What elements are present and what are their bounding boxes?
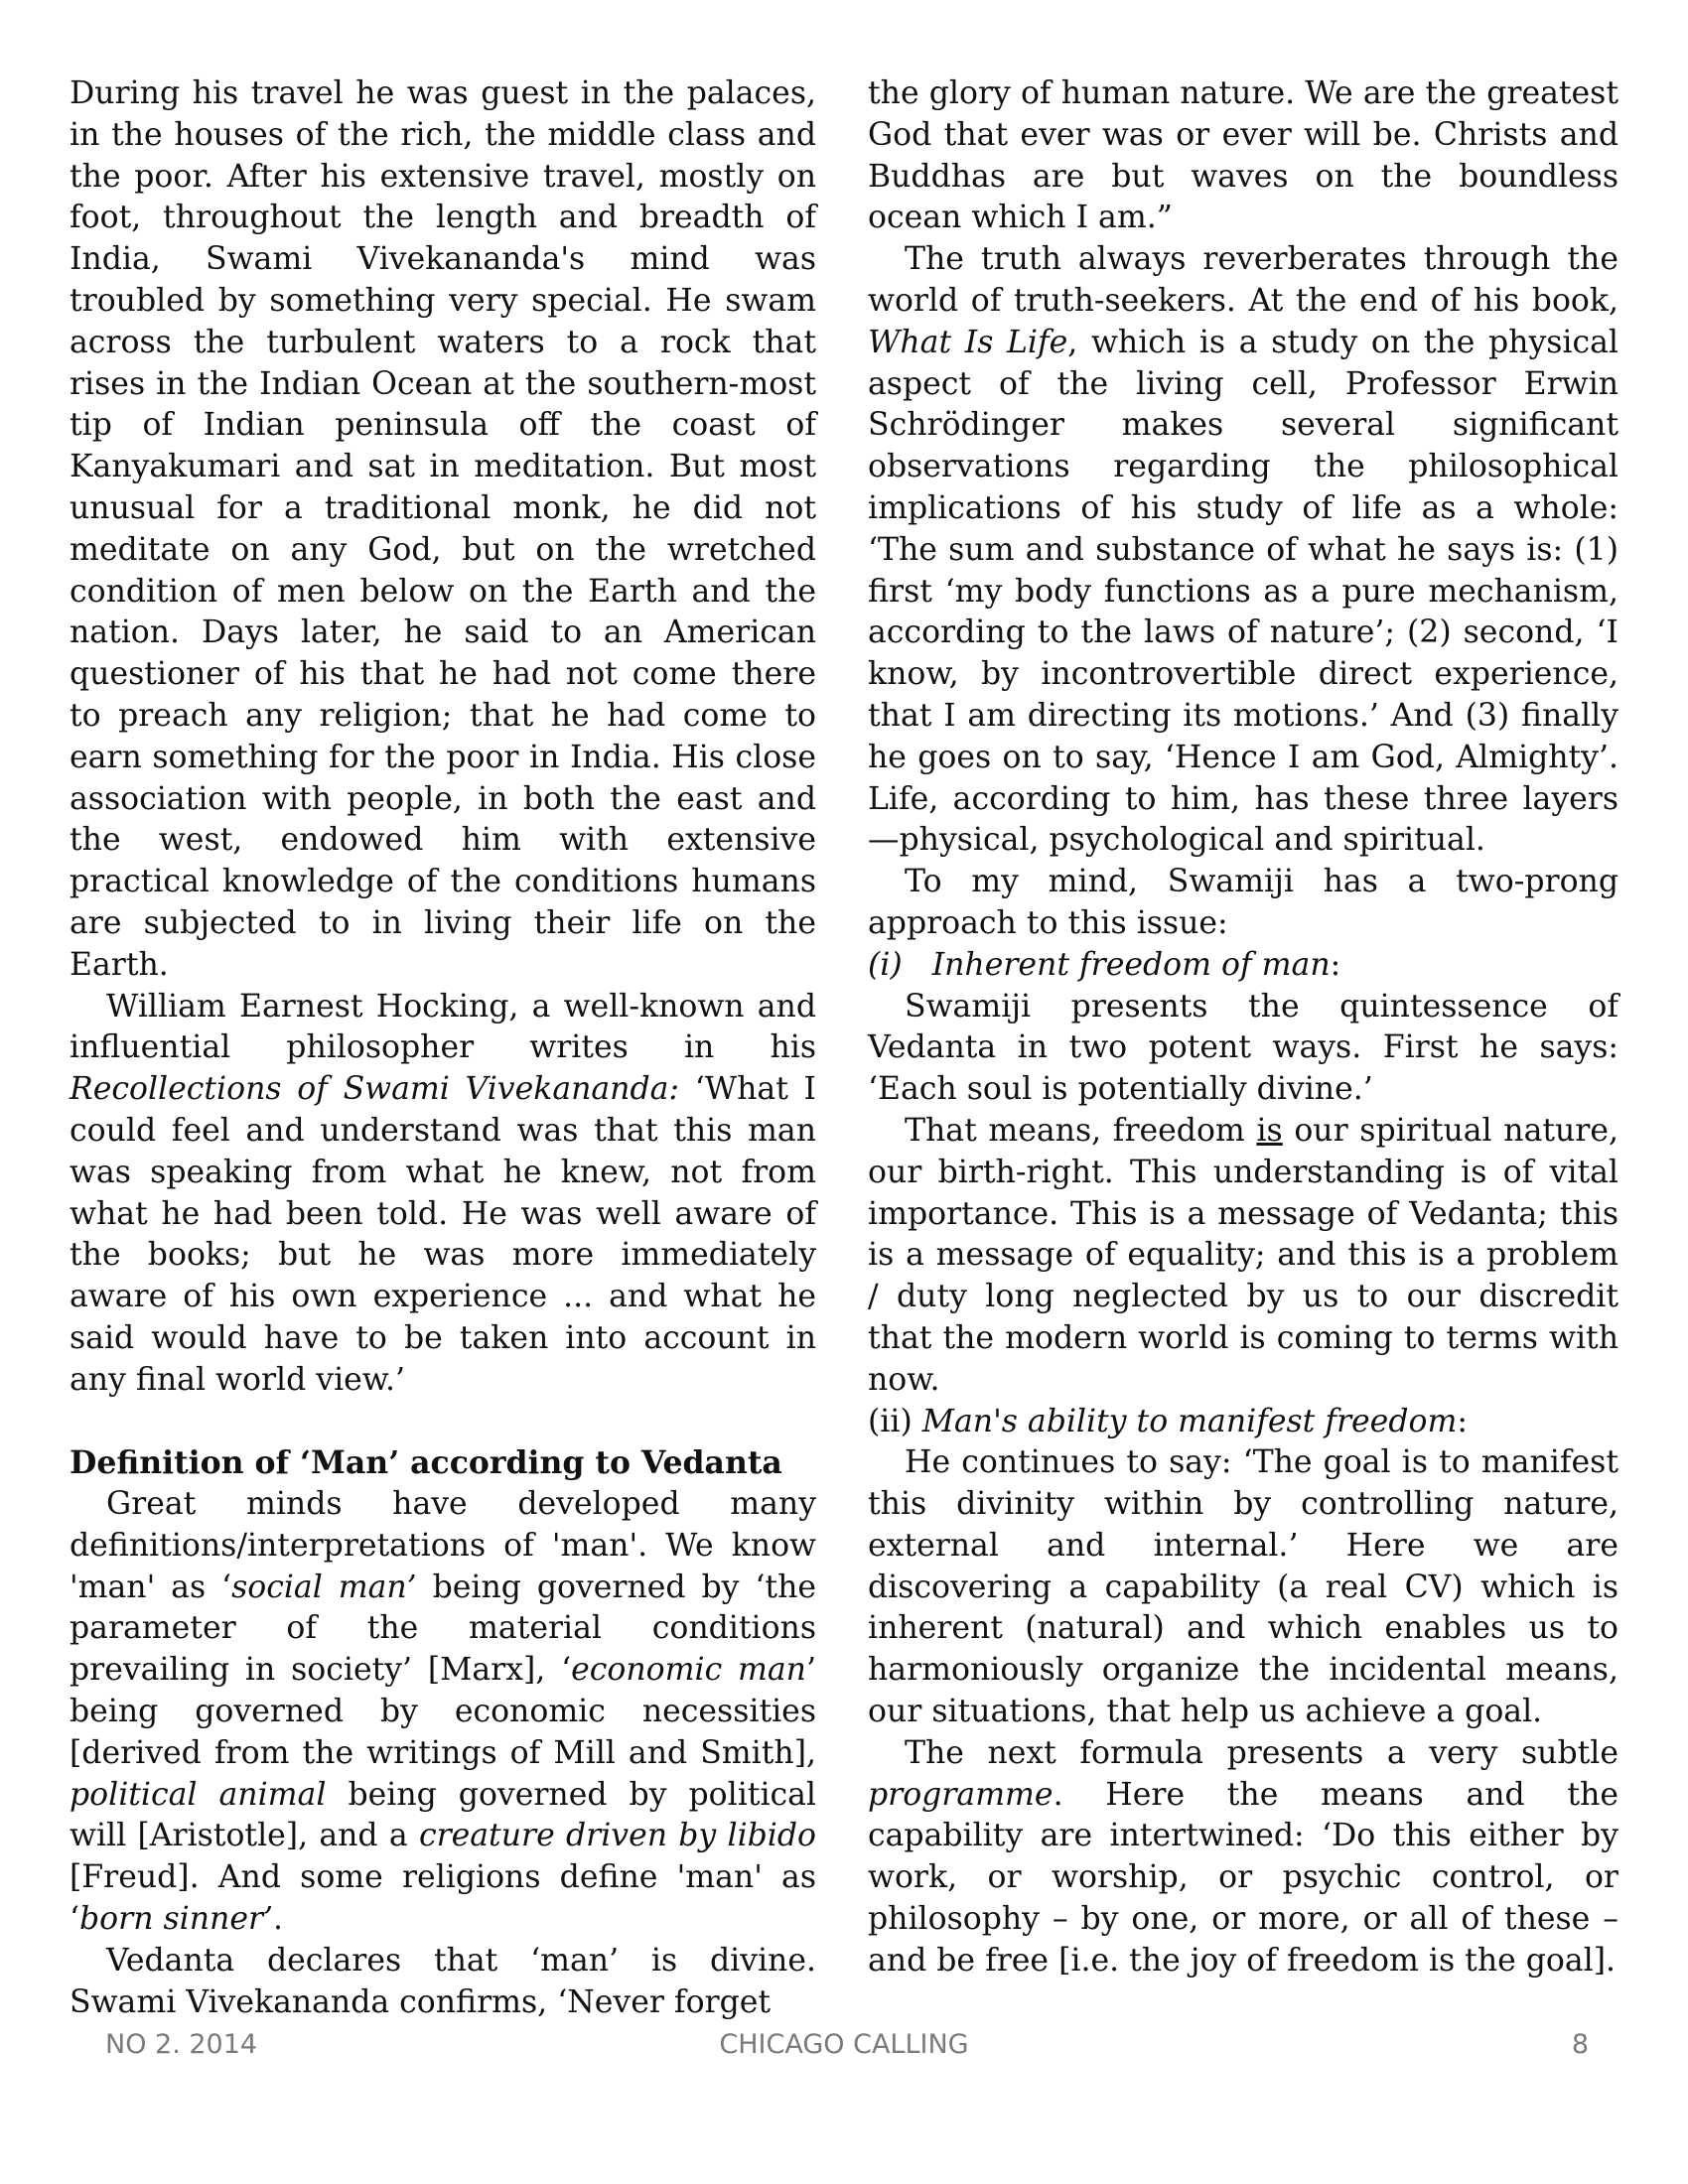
paragraph-hocking: [70, 987, 816, 1402]
list-label-inherent-freedom: Inherent freedom of man: [931, 946, 1331, 983]
paragraph-two-prong: To my mind, Swamiji has a two-prong approach to this issue:: [868, 864, 1618, 941]
freedom-text-b: our spiritual nature, our birth-right. This understanding is of vital importance. This is a message of Vedanta; this is a message of equality; and this is a problem / duty long neglected by us to our discredit that the modern world is coming to terms with now.: [868, 1112, 1619, 1398]
underlined-is: is: [1256, 1112, 1283, 1149]
right-column: [868, 73, 1618, 1982]
page-footer: [0, 2029, 1688, 2065]
list-marker-i: (i): [868, 946, 903, 983]
paragraph-quintessence: Swamiji presents the quintessence of Vedanta in two potent ways. First he says: ‘Each soul is potentially divine.’: [868, 988, 1618, 1108]
term-creature-driven-by-libido: creature driven by libido: [418, 1818, 817, 1854]
term-born-sinner: born sinner’: [79, 1901, 274, 1938]
term-political-animal: political animal: [70, 1776, 327, 1813]
term-programme: programme: [868, 1776, 1054, 1813]
section-spacer: [70, 1402, 816, 1443]
definitions-text-d: being governed by political will [Aristotle], and a: [70, 1776, 817, 1854]
list-colon: :: [1330, 946, 1341, 983]
paragraph-freedom-is: [868, 1111, 1618, 1402]
freedom-text-a: That means, freedom: [905, 1112, 1245, 1149]
paragraph-glory-of-human-nature: the glory of human nature. We are the greatest God that ever was or ever will be. Christs and Buddhas are but waves on the boundless ocean which I am.”: [868, 75, 1618, 236]
list-marker-ii: (ii): [868, 1403, 913, 1439]
hocking-intro: William Earnest Hocking, a well-known and influential philosopher writes in his: [70, 988, 816, 1066]
definitions-text-c: ’ being governed by economic necessities [derived from the writings of Mill and Smith],: [70, 1652, 816, 1771]
definitions-text-e: [Freud]. And some religions define 'man' as ‘: [70, 1859, 816, 1938]
book-title-recollections: Recollections of Swami Vivekananda:: [70, 1071, 680, 1108]
footer-publication-title: CHICAGO CALLING: [719, 2029, 969, 2060]
definitions-text-f: .: [273, 1901, 284, 1938]
list-item-inherent-freedom: [868, 945, 1618, 987]
programme-text-a: The next formula presents a very subtle: [905, 1734, 1618, 1771]
paragraph-vedanta-declares: Vedanta declares that ‘man’ is divine. Swami Vivekananda confirms, ‘Never forget: [70, 1942, 816, 2020]
schrodinger-intro: The truth always reverberates through the world of truth-seekers. At the end of his book,: [868, 241, 1618, 319]
definitions-text-b: being governed by ‘the parameter of the material conditions prevailing in society’ [Marx], ‘: [70, 1569, 817, 1689]
footer-page-number: 8: [1571, 2029, 1589, 2060]
programme-text-b: . Here the means and the capability are intertwined: ‘Do this either by work, or worship, or psychic control, or philosophy – by one, or more, or all of these – and be free [i.e. the joy of freedom is the goal].: [868, 1776, 1618, 1979]
paragraph-subtle-programme: [868, 1733, 1618, 1982]
list-colon: :: [1457, 1403, 1468, 1439]
schrodinger-text: , which is a study on the physical aspect of the living cell, Professor Erwin Schrödinger makes several significant observations regarding the philosophical implications of his study of life as a whole: ‘The sum and substance of what he says is: (1) first ‘my body functions as a pure mechanism, according to the laws of nature’; (2) second, ‘I know, by incontrovertible direct experience, that I am directing its motions.’ And (3) finally he goes on to say, ‘Hence I am God, Almighty’. Life, according to him, has these three layers—physical, psychological and spiritual.: [868, 324, 1618, 859]
definitions-text-a: Great minds have developed many definitions/interpretations of 'man'. We know 'man' as ‘: [70, 1486, 816, 1605]
term-social-man: social man’: [231, 1569, 417, 1605]
section-heading-definition-of-man: Definition of ‘Man’ according to Vedanta: [70, 1444, 782, 1482]
list-label-manifest-freedom: Man's ability to manifest freedom: [921, 1403, 1458, 1439]
paragraph-goal-divinity: He continues to say: ‘The goal is to manifest this divinity within by controlling nature, external and internal.’ Here we are discovering a capability (a real CV) which is inherent (natural) and which enables us to harmoniously organize the incidental means, our situations, that help us achieve a goal.: [868, 1444, 1618, 1730]
list-item-manifest-freedom: [868, 1402, 1618, 1443]
left-column: [70, 73, 816, 2023]
book-title-what-is-life: What Is Life: [868, 324, 1068, 360]
paragraph-definitions: [70, 1484, 816, 1941]
footer-issue: NO 2. 2014: [105, 2029, 258, 2060]
term-economic-man: economic man: [571, 1652, 806, 1689]
paragraph-schrodinger: [868, 239, 1618, 862]
hocking-quote: ‘What I could feel and understand was that this man was speaking from what he knew, not from what he had been told. He was well aware of the books; but he was more immediately aware of his own experience ... and what he said would have to be taken into account in any final world view.’: [70, 1071, 816, 1398]
paragraph-travel: During his travel he was guest in the palaces, in the houses of the rich, the middle class and the poor. After his extensive travel, mostly on foot, throughout the length and breadth of India, Swami Vivekananda's mind was troubled by something very special. He swam across the turbulent waters to a rock that rises in the Indian Ocean at the southern-most tip of Indian peninsula off the coast of Kanyakumari and sat in meditation. But most unusual for a traditional monk, he did not meditate on any God, but on the wretched condition of men below on the Earth and the nation. Days later, he said to an American questioner of his that he had not come there to preach any religion; that he had come to earn something for the poor in India. His close association with people, in both the east and the west, endowed him with extensive practical knowledge of the conditions humans are subjected to in living their life on the Earth.: [70, 75, 816, 983]
